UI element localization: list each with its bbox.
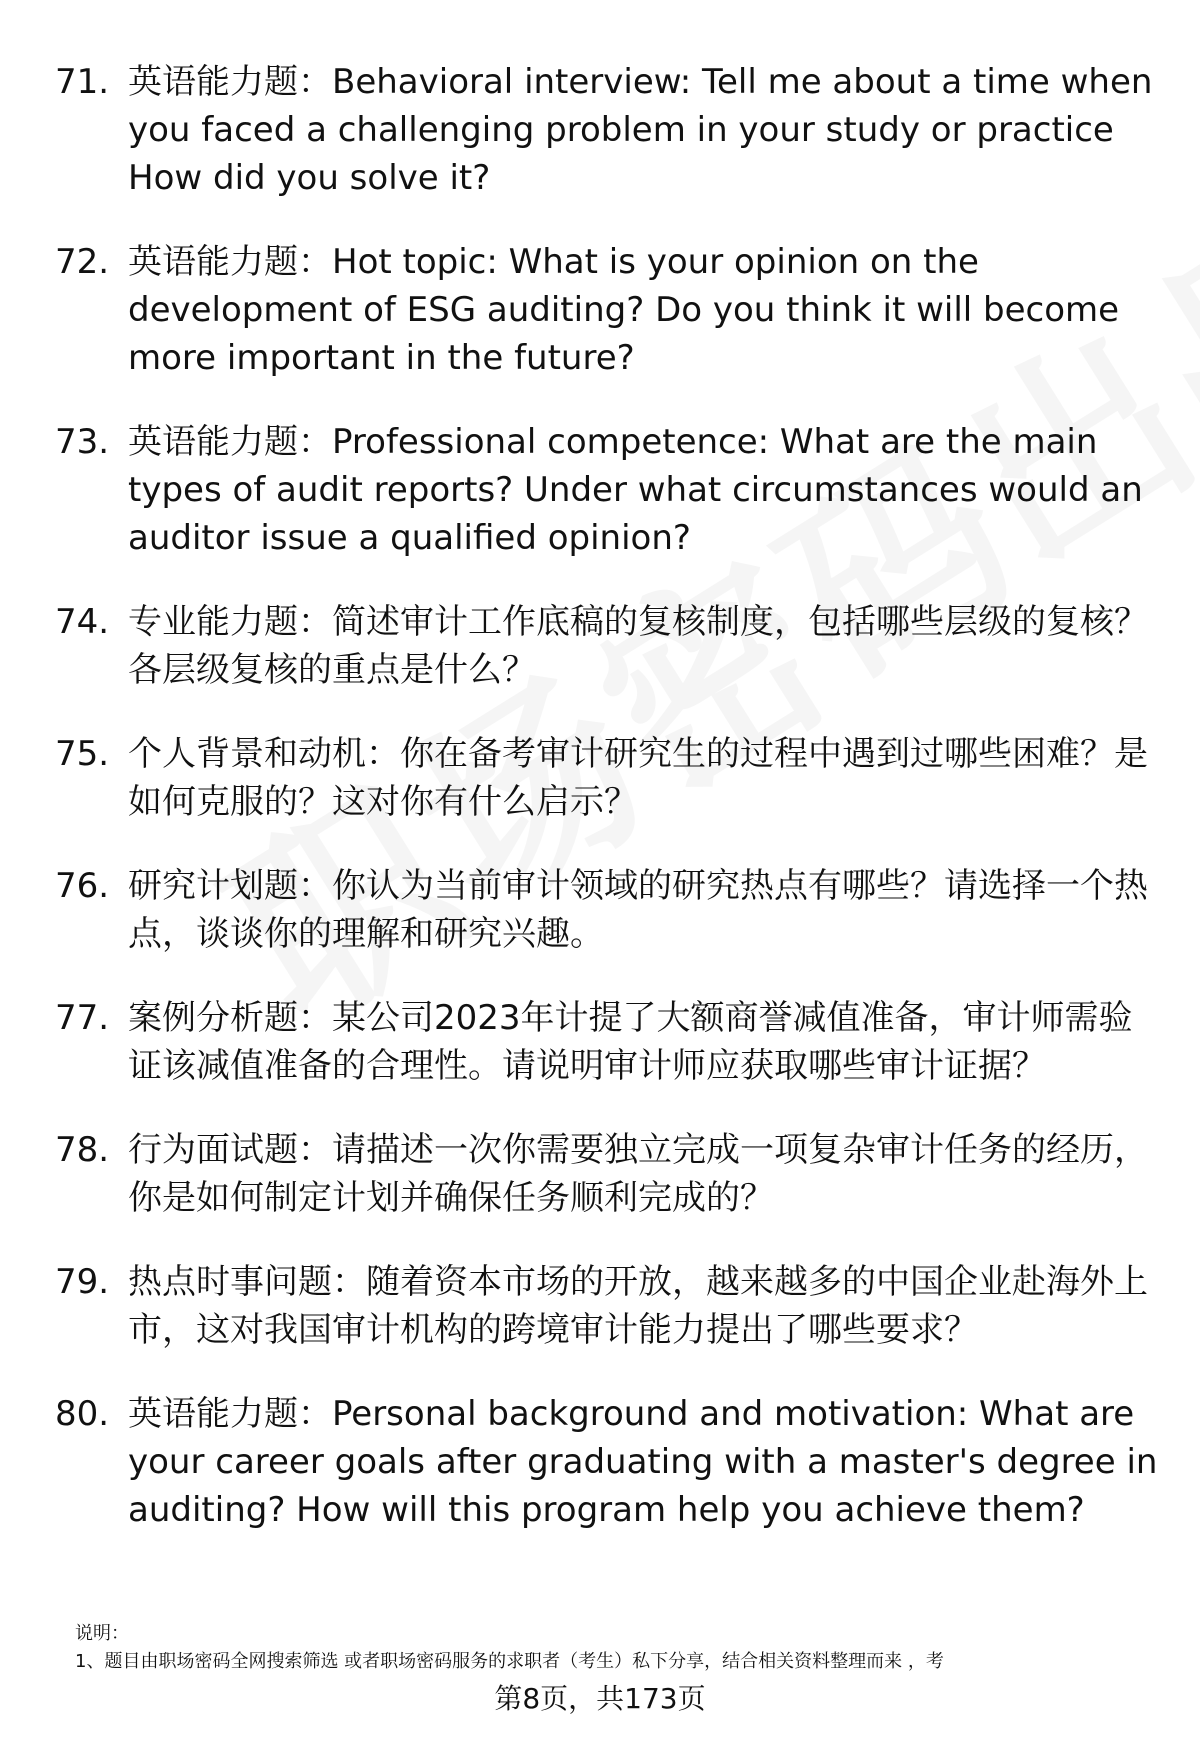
question-text: 英语能力题：Hot topic: What is your opinion on the development of ESG auditing? Do you think it will become more important in the future? (128, 242, 1120, 378)
footer-note: 1、题目由职场密码全网搜索筛选 或者职场密码服务的求职者（考生）私下分享，结合相关资料整理而来 ，考 (75, 1651, 944, 1672)
question-number: 71. (55, 62, 110, 102)
question-number: 72. (55, 242, 110, 282)
question-number: 76. (55, 866, 110, 906)
question-text: 英语能力题：Behavioral interview: Tell me about a time when you faced a challenging problem in your study or practice How did you solve it? (128, 62, 1153, 198)
question-text: 英语能力题：Personal background and motivation: What are your career goals after graduating with a master's degree in auditing? How will this program help you achieve them? (128, 1394, 1158, 1530)
question-text: 专业能力题：简述审计工作底稿的复核制度，包括哪些层级的复核？各层级复核的重点是什么？ (128, 602, 1148, 690)
question-number: 75. (55, 734, 110, 774)
question-number: 73. (55, 422, 110, 462)
question-text: 案例分析题：某公司2023年计提了大额商誉减值准备，审计师需验证该减值准备的合理性。请说明审计师应获取哪些审计证据？ (128, 998, 1133, 1086)
question-number: 77. (55, 998, 110, 1038)
question-text: 个人背景和动机：你在备考审计研究生的过程中遇到过哪些困难？是如何克服的？这对你有什么启示？ (128, 734, 1148, 822)
footer-label: 说明： (75, 1623, 129, 1644)
question-number: 74. (55, 602, 110, 642)
question-text: 热点时事问题：随着资本市场的开放，越来越多的中国企业赴海外上市，这对我国审计机构的跨境审计能力提出了哪些要求？ (128, 1262, 1148, 1350)
page-number: 第8页，共173页 (494, 1682, 706, 1715)
question-text: 行为面试题：请描述一次你需要独立完成一项复杂审计任务的经历，你是如何制定计划并确保任务顺利完成的？ (128, 1130, 1148, 1218)
question-text: 英语能力题：Professional competence: What are the main types of audit reports? Under what circumstances would an auditor issue a qualified opinion? (128, 422, 1143, 558)
question-number: 80. (55, 1394, 110, 1434)
question-text: 研究计划题：你认为当前审计领域的研究热点有哪些？请选择一个热点，谈谈你的理解和研究兴趣。 (128, 866, 1148, 954)
question-number: 79. (55, 1262, 110, 1302)
question-number: 78. (55, 1130, 110, 1170)
